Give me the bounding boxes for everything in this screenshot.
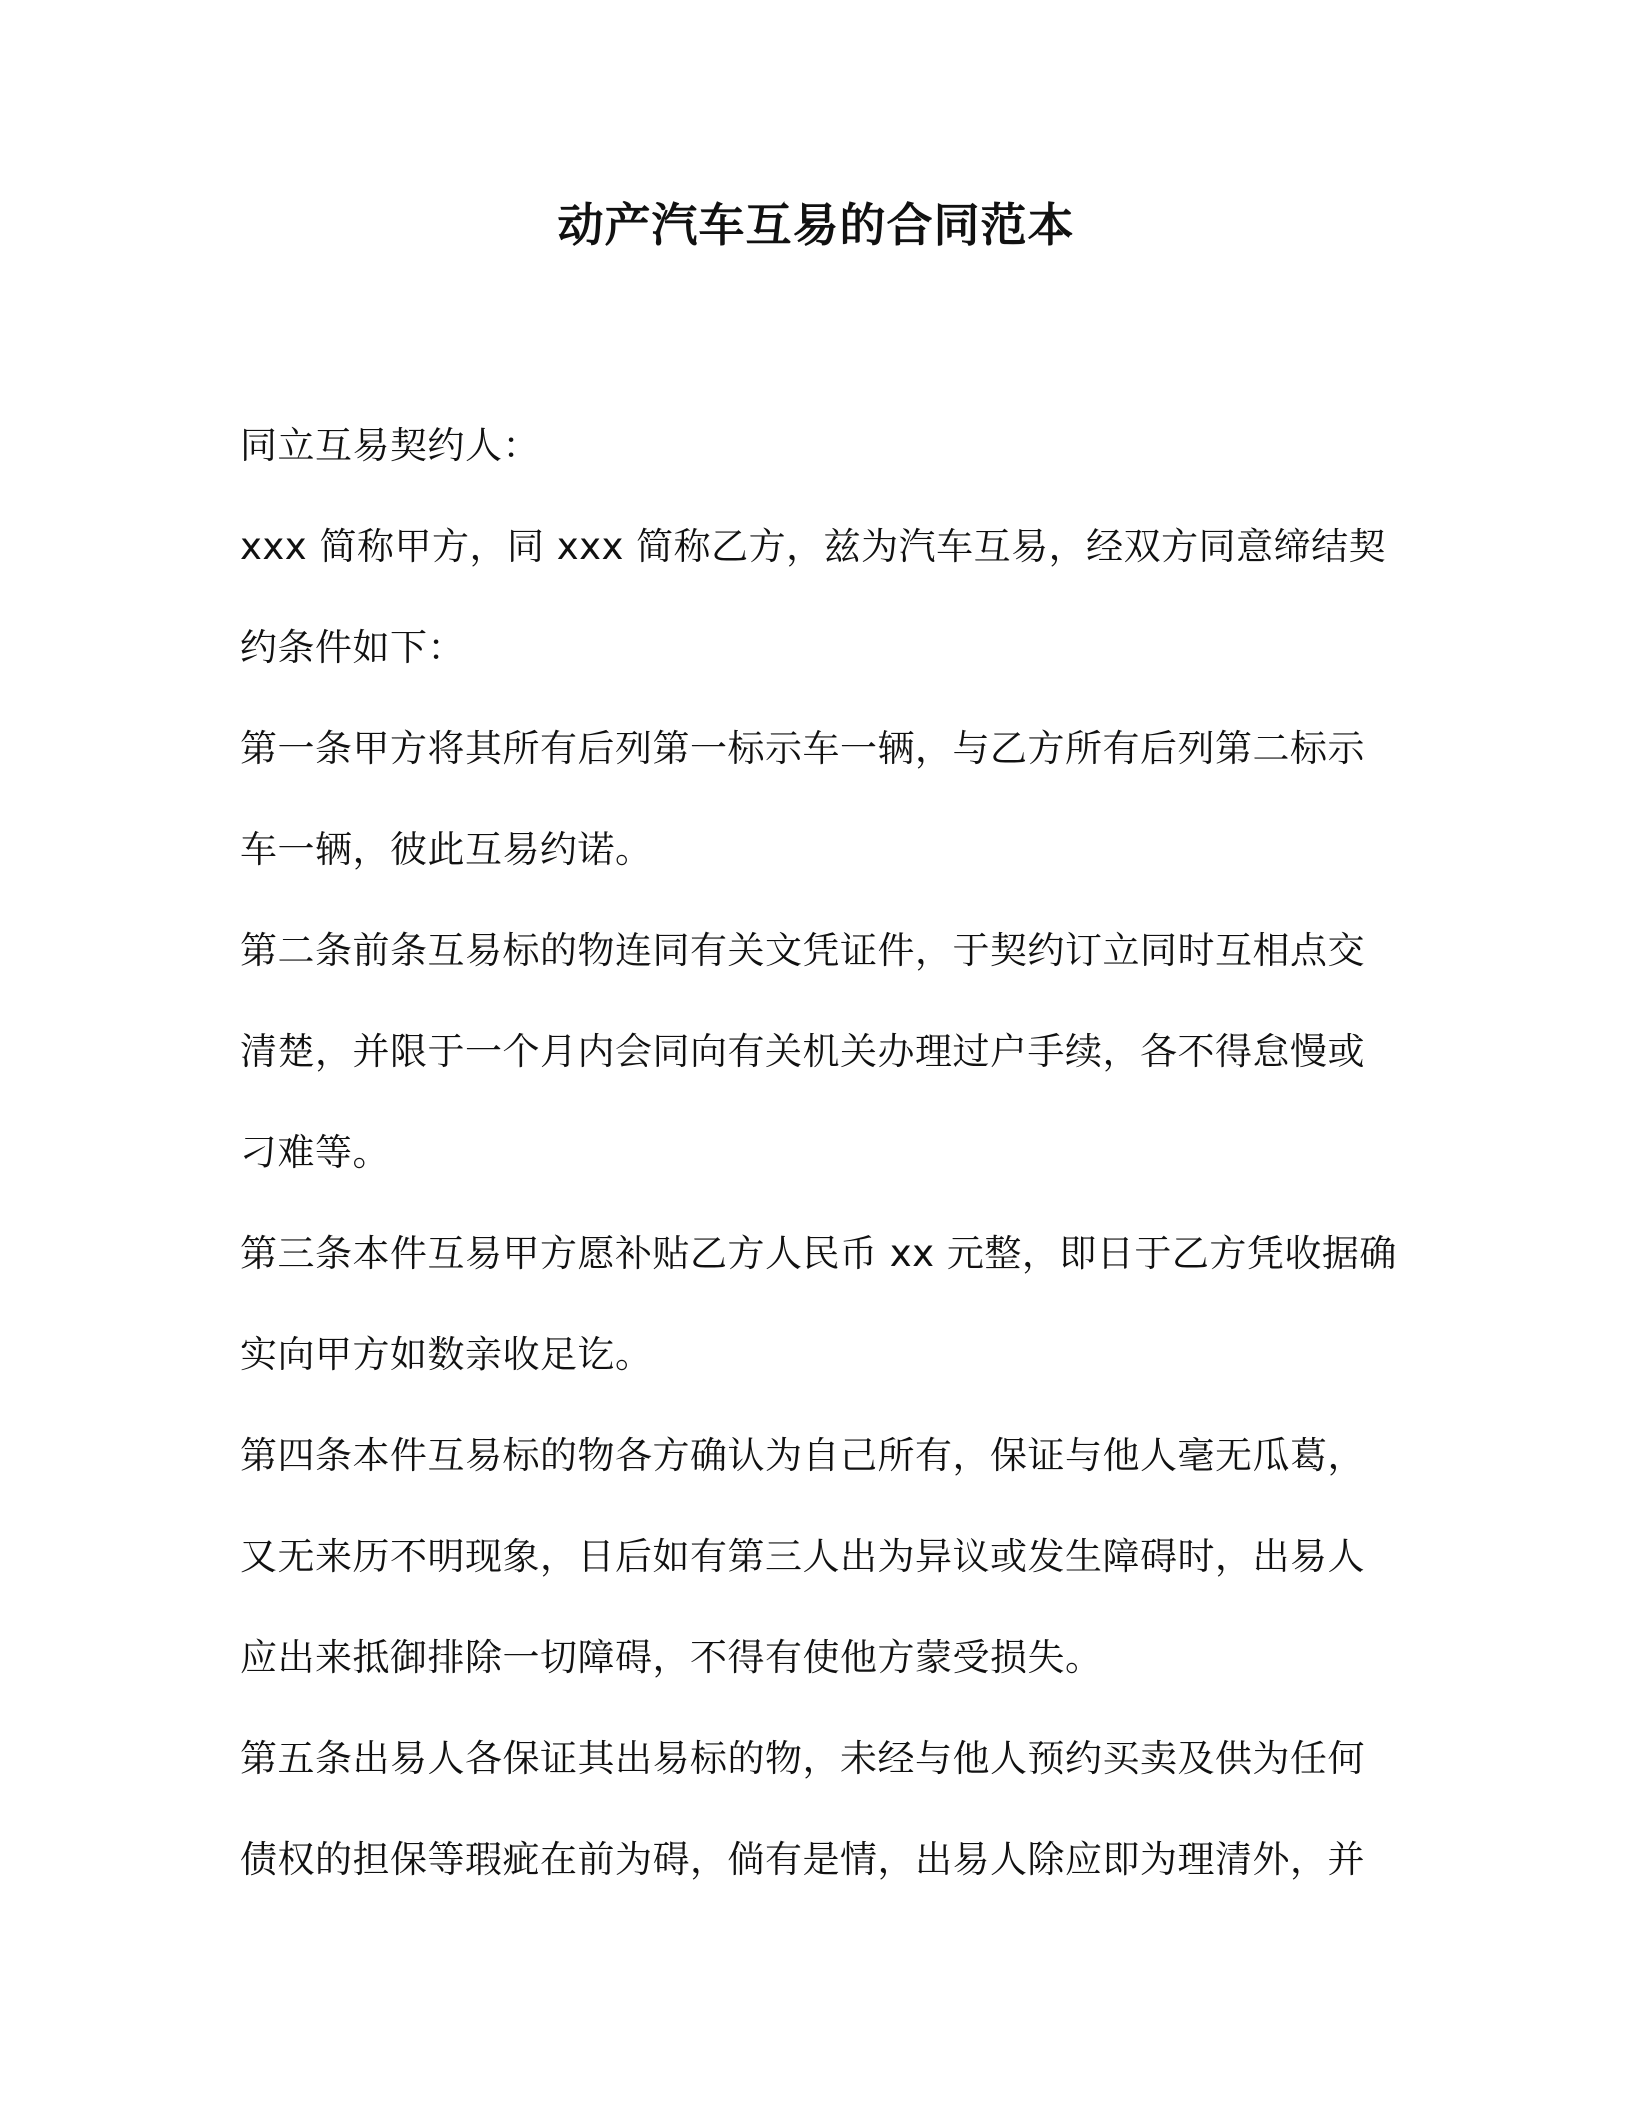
text-line: 又无来历不明现象，日后如有第三人出为异议或发生障碍时，出易人 bbox=[240, 1535, 1365, 1578]
text-line: 同立互易契约人： bbox=[240, 424, 540, 467]
text-line: 刁难等。 bbox=[240, 1131, 390, 1174]
text-line: 债权的担保等瑕疵在前为碍，倘有是情，出易人除应即为理清外，并 bbox=[240, 1838, 1365, 1881]
text-line: xxx 简称甲方，同 xxx 简称乙方，兹为汽车互易，经双方同意缔结契 bbox=[240, 525, 1387, 568]
text-line: 实向甲方如数亲收足讫。 bbox=[240, 1333, 653, 1376]
text-line: 第四条本件互易标的物各方确认为自己所有，保证与他人毫无瓜葛， bbox=[240, 1434, 1365, 1477]
text-line: 第三条本件互易甲方愿补贴乙方人民币 xx 元整，即日于乙方凭收据确 bbox=[240, 1232, 1397, 1275]
text-line: 应出来抵御排除一切障碍，不得有使他方蒙受损失。 bbox=[240, 1636, 1103, 1679]
text-line: 第一条甲方将其所有后列第一标示车一辆，与乙方所有后列第二标示 bbox=[240, 727, 1365, 770]
text-line: 车一辆，彼此互易约诺。 bbox=[240, 828, 653, 871]
text-line: 约条件如下： bbox=[240, 626, 465, 669]
document-title: 动产汽车互易的合同范本 bbox=[557, 198, 1075, 252]
document-body bbox=[240, 421, 1397, 1936]
text-line: 第五条出易人各保证其出易标的物，未经与他人预约买卖及供为任何 bbox=[240, 1737, 1365, 1780]
text-line: 第二条前条互易标的物连同有关文凭证件，于契约订立同时互相点交 bbox=[240, 929, 1365, 972]
text-line: 清楚，并限于一个月内会同向有关机关办理过户手续，各不得怠慢或 bbox=[240, 1030, 1365, 1073]
